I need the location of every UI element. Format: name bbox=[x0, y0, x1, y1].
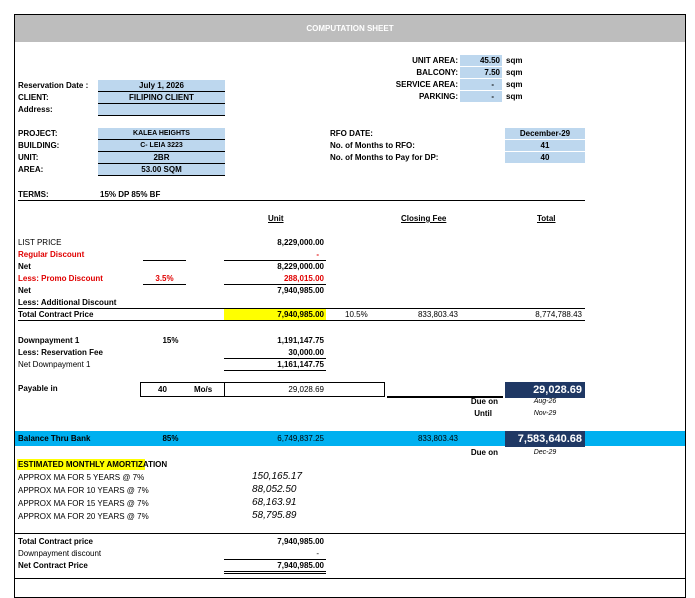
regular-discount-value: - bbox=[316, 250, 319, 259]
amortization-value: 68,163.91 bbox=[252, 497, 297, 508]
sheet-title: COMPUTATION SHEET bbox=[15, 15, 685, 42]
reservation-date-label: Reservation Date : bbox=[18, 81, 89, 90]
service-area-label: SERVICE AREA: bbox=[395, 80, 458, 89]
underline bbox=[98, 115, 225, 116]
list-price-value: 8,229,000.00 bbox=[277, 238, 324, 247]
summary-tcp-value: 7,940,985.00 bbox=[277, 537, 324, 546]
amortization-value: 88,052.50 bbox=[252, 484, 297, 495]
payable-monthly: 29,028.69 bbox=[288, 385, 324, 394]
dp1-label: Downpayment 1 bbox=[18, 336, 80, 345]
bottom-divider bbox=[15, 578, 685, 579]
months-rfo-value[interactable]: 41 bbox=[540, 141, 550, 150]
reservation-fee-label: Less: Reservation Fee bbox=[18, 348, 103, 357]
terms-label: TERMS: bbox=[18, 190, 49, 199]
address-label: Address: bbox=[18, 105, 53, 114]
parking-unit: sqm bbox=[506, 92, 523, 101]
balance-due-on-label: Due on bbox=[470, 448, 498, 457]
net1-value: 8,229,000.00 bbox=[277, 262, 324, 271]
column-closing-fee: Closing Fee bbox=[401, 214, 447, 223]
client-value[interactable]: FILIPINO CLIENT bbox=[129, 93, 194, 102]
underline bbox=[143, 284, 186, 285]
dp1-pct: 15% bbox=[162, 336, 179, 345]
balance-unit-value: 6,749,837.25 bbox=[277, 434, 324, 443]
payable-until-value: Nov-29 bbox=[533, 410, 557, 417]
net1-label: Net bbox=[18, 262, 31, 271]
promo-discount-pct: 3.5% bbox=[155, 274, 174, 283]
terms-divider bbox=[18, 200, 585, 201]
underline bbox=[224, 559, 326, 560]
net2-value: 7,940,985.00 bbox=[277, 286, 324, 295]
column-total: Total bbox=[537, 214, 556, 223]
underline bbox=[18, 320, 585, 321]
project-value[interactable]: KALEA HEIGHTS bbox=[133, 130, 190, 137]
client-label: CLIENT: bbox=[18, 93, 49, 102]
tcp-value: 7,940,985.00 bbox=[277, 310, 324, 319]
terms-value: 15% DP 85% BF bbox=[100, 190, 161, 199]
underline bbox=[98, 175, 225, 176]
building-label: BUILDING: bbox=[18, 141, 60, 150]
summary-ncp-value: 7,940,985.00 bbox=[277, 561, 324, 570]
balcony-label: BALCONY: bbox=[416, 68, 458, 77]
summary-tcp-label: Total Contract price bbox=[18, 537, 93, 546]
underline bbox=[224, 370, 326, 371]
closing-value: 833,803.43 bbox=[417, 310, 458, 319]
service-area-value[interactable]: - bbox=[491, 80, 494, 89]
double-underline bbox=[224, 571, 326, 574]
balcony-value[interactable]: 7.50 bbox=[484, 68, 500, 77]
amortization-title: ESTIMATED MONTHLY AMORTIZATION bbox=[18, 460, 168, 469]
net-dp-value: 1,161,147.75 bbox=[277, 360, 324, 369]
area-value[interactable]: 53.00 SQM bbox=[141, 165, 182, 174]
project-label: PROJECT: bbox=[18, 129, 58, 138]
summary-ncp-label: Net Contract Price bbox=[18, 561, 88, 570]
area-label: AREA: bbox=[18, 165, 44, 174]
regular-discount-label: Regular Discount bbox=[18, 250, 85, 259]
balcony-unit: sqm bbox=[506, 68, 523, 77]
closing-pct: 10.5% bbox=[345, 310, 368, 319]
unit-area-value[interactable]: 45.50 bbox=[479, 56, 500, 65]
address-box[interactable] bbox=[98, 104, 225, 115]
service-area-unit: sqm bbox=[506, 80, 523, 89]
promo-discount-value: 288,015.00 bbox=[283, 274, 324, 283]
unit-label: UNIT: bbox=[18, 153, 39, 162]
rfo-date-value[interactable]: December-29 bbox=[519, 129, 571, 138]
amortization-label: APPROX MA FOR 5 YEARS @ 7% bbox=[18, 473, 145, 482]
additional-discount-label: Less: Additional Discount bbox=[18, 298, 117, 307]
unit-area-unit: sqm bbox=[506, 56, 523, 65]
dp1-value: 1,191,147.75 bbox=[277, 336, 324, 345]
unit-value[interactable]: 2BR bbox=[153, 153, 170, 162]
column-unit: Unit bbox=[268, 214, 284, 223]
payable-total: 29,028.69 bbox=[505, 382, 585, 398]
summary-divider bbox=[15, 533, 685, 534]
payable-months[interactable]: 40 bbox=[158, 385, 167, 394]
payable-due-on-label: Due on bbox=[470, 397, 498, 406]
balance-total: 7,583,640.68 bbox=[505, 431, 585, 447]
rfo-date-label: RFO DATE: bbox=[330, 129, 373, 138]
amortization-label: APPROX MA FOR 15 YEARS @ 7% bbox=[18, 499, 149, 508]
underline bbox=[224, 358, 326, 359]
tcp-label: Total Contract Price bbox=[18, 310, 94, 319]
months-rfo-label: No. of Months to RFO: bbox=[330, 141, 415, 150]
unit-area-label: UNIT AREA: bbox=[412, 56, 458, 65]
months-dp-label: No. of Months to Pay for DP: bbox=[330, 153, 439, 162]
amortization-value: 58,795.89 bbox=[252, 510, 297, 521]
balance-label: Balance Thru Bank bbox=[18, 434, 91, 443]
tcp-total: 8,774,788.43 bbox=[535, 310, 582, 319]
parking-value[interactable]: - bbox=[491, 92, 494, 101]
payable-label: Payable in bbox=[18, 384, 58, 393]
payable-until-label: Until bbox=[474, 409, 492, 418]
net-dp-label: Net Downpayment 1 bbox=[18, 360, 91, 369]
balance-due-on-value: Dec-29 bbox=[533, 449, 557, 456]
underline bbox=[143, 260, 186, 261]
summary-dp-discount-label: Downpayment discount bbox=[18, 549, 102, 558]
net2-label: Net bbox=[18, 286, 31, 295]
balance-closing-value: 833,803.43 bbox=[417, 434, 458, 443]
amortization-value: 150,165.17 bbox=[252, 471, 303, 482]
promo-discount-label: Less: Promo Discount bbox=[18, 274, 103, 283]
reservation-fee-value: 30,000.00 bbox=[288, 348, 324, 357]
list-price-label: LIST PRICE bbox=[18, 238, 62, 247]
underline bbox=[224, 260, 326, 261]
amortization-label: APPROX MA FOR 20 YEARS @ 7% bbox=[18, 512, 149, 521]
building-value[interactable]: C- LEIA 3223 bbox=[140, 142, 183, 149]
summary-dp-discount-value: - bbox=[316, 549, 319, 558]
balance-pct: 85% bbox=[162, 434, 179, 443]
reservation-date-value[interactable]: July 1, 2026 bbox=[139, 81, 184, 90]
amortization-label: APPROX MA FOR 10 YEARS @ 7% bbox=[18, 486, 149, 495]
months-dp-value[interactable]: 40 bbox=[540, 153, 550, 162]
parking-label: PARKING: bbox=[419, 92, 458, 101]
underline bbox=[224, 284, 326, 285]
payable-unit: Mo/s bbox=[194, 385, 213, 394]
payable-due-on-value: Aug-26 bbox=[533, 398, 557, 405]
